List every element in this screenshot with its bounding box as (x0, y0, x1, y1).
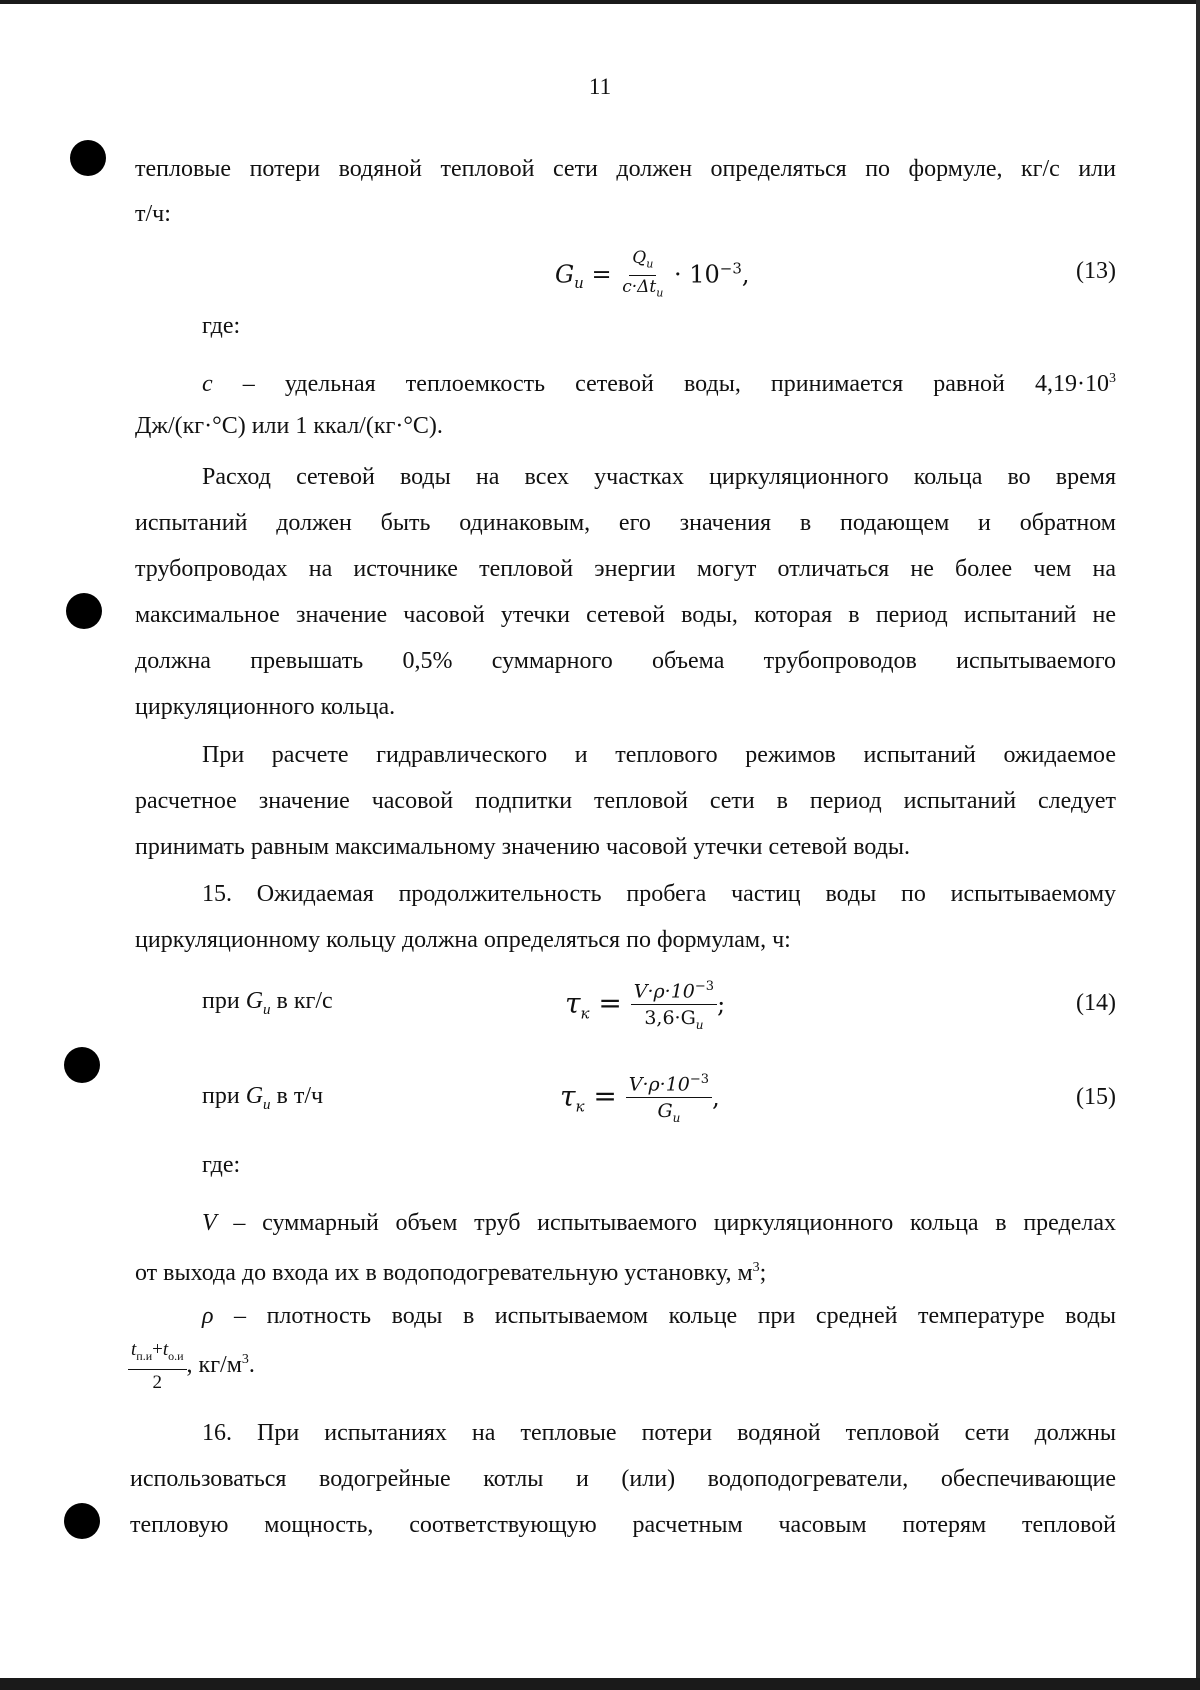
punch-hole (64, 1503, 100, 1539)
paragraph-line: трубопроводах на источнике тепловой энергии могут отличаться не более чем на (135, 556, 1116, 582)
paragraph-line: циркуляционному кольцу должна определяться по формулам, ч: (135, 927, 791, 953)
paragraph-line: тепловую мощность, соответствующую расчетным часовым потерям тепловой (130, 1512, 1116, 1538)
definition-rho-fraction: $\frac{t_{п.и}+t_{о.и}}{2}$ , $кг/м^3$. (128, 1338, 255, 1395)
paragraph-line: т/ч: (135, 201, 171, 227)
definition-rho-line: ρ – плотность воды в испытываемом кольце при средней температуре воды (202, 1303, 1116, 1329)
where-label: где: (202, 1152, 241, 1178)
paragraph-line: Расход сетевой воды на всех участках циркуляционного кольца во время (202, 464, 1116, 490)
where-label: где: (202, 313, 241, 339)
paragraph-line: 15. Ожидаемая продолжительность пробега частиц воды по испытываемому (202, 881, 1116, 907)
fraction: $\frac{Q_и}{c\cdot\Delta t_и}$ (622, 248, 664, 300)
paragraph-line: испытаний должен быть одинаковым, его значения в подающем и обратном (135, 510, 1116, 536)
paragraph-line: принимать равным максимальному значению часовой утечки сетевой воды. (135, 834, 911, 860)
paragraph-line: максимальное значение часовой утечки сетевой воды, которая в период испытаний не (135, 602, 1116, 628)
definition-c-line: с – удельная теплоемкость сетевой воды, принимается равной $4,19\cdot 10^3$ (202, 371, 1116, 397)
page-number: 11 (588, 74, 612, 99)
equation-number: (15) (1076, 1084, 1116, 1110)
paragraph-line: должна превышать 0,5% суммарного объема трубопроводов испытываемого (135, 648, 1116, 674)
paragraph-line: циркуляционного кольца. (135, 694, 396, 720)
definition-c-line: Дж/(кг·°С) или 1 ккал/(кг·°С). (135, 413, 443, 439)
paragraph-line: расчетное значение часовой подпитки тепловой сети в период испытаний следует (135, 788, 1116, 814)
fraction: $\frac{V\cdot\rho\cdot 10^{-3}}{G_и}$ (626, 1068, 712, 1130)
scan-edge-right (1196, 0, 1200, 1690)
punch-hole (66, 593, 102, 629)
definition-v-line: V – суммарный объем труб испытываемого циркуляционного кольца в пределах (202, 1210, 1116, 1236)
formula-condition: при $G_и$ в т/ч (202, 1083, 324, 1113)
scan-edge-top (0, 0, 1200, 4)
formula-14: $\tau_к$ = $\frac{V\cdot\rho\cdot 10^{-3}}{3,6\cdot G_и}$ ; (565, 975, 725, 1037)
equation-number: (13) (1076, 258, 1116, 284)
definition-v-line: от выхода до входа их в водоподогревательную установку, $м^3$; (135, 1260, 767, 1286)
paragraph-line: 16. При испытаниях на тепловые потери водяной тепловой сети должны (202, 1420, 1116, 1446)
formula-15: $\tau_к$ = $\frac{V\cdot\rho\cdot 10^{-3}}{G_и}$ , (560, 1068, 720, 1130)
fraction: $\frac{t_{п.и}+t_{о.и}}{2}$ (128, 1338, 187, 1395)
fraction: $\frac{V\cdot\rho\cdot 10^{-3}}{3,6\cdot G_и}$ (631, 975, 717, 1037)
scan-edge-bottom (0, 1678, 1200, 1690)
paragraph-line: При расчете гидравлического и теплового режимов испытаний ожидаемое (202, 742, 1116, 768)
formula-condition: при $G_и$ в кг/с (202, 988, 333, 1018)
paragraph-line: тепловые потери водяной тепловой сети должен определяться по формуле, кг/с или (135, 156, 1116, 182)
equation-number: (14) (1076, 990, 1116, 1016)
paragraph-line: использоваться водогрейные котлы и (или) водоподогреватели, обеспечивающие (130, 1466, 1116, 1492)
punch-hole (64, 1047, 100, 1083)
formula-13: $G_и$ = $\frac{Q_и}{c\cdot\Delta t_и}$ · $10^{-3}$, (555, 248, 750, 304)
punch-hole (70, 140, 106, 176)
